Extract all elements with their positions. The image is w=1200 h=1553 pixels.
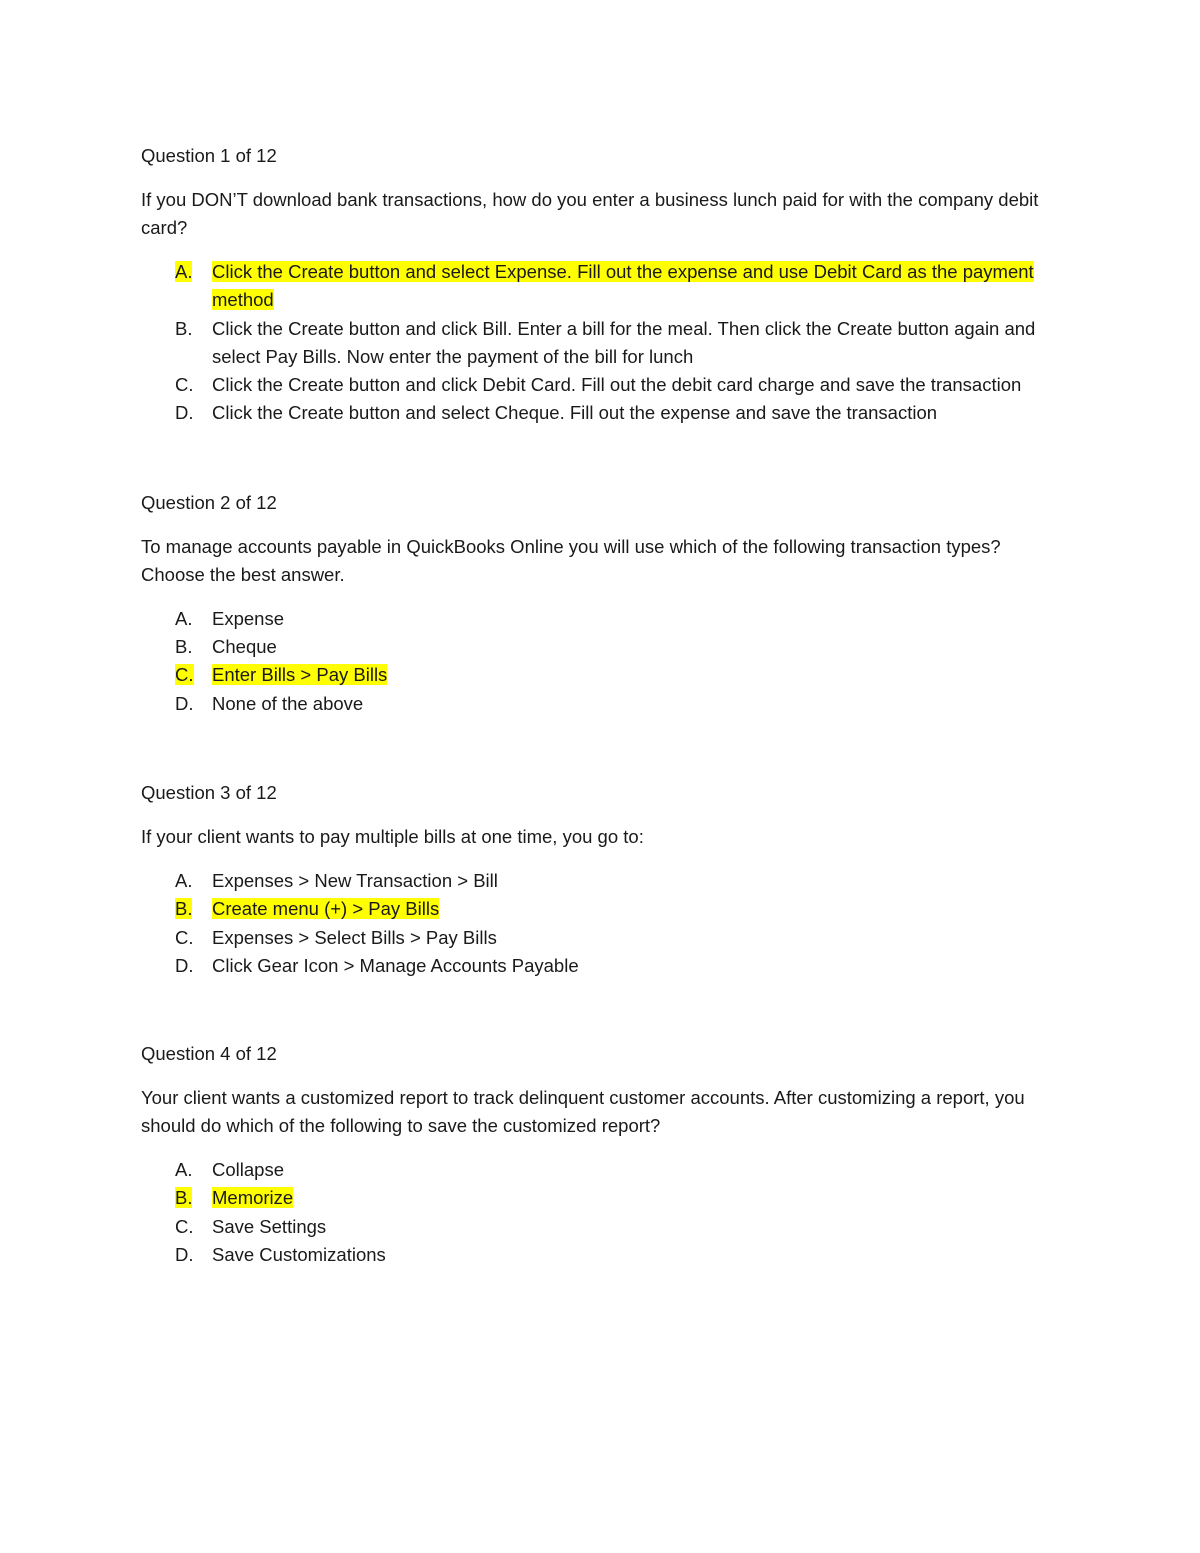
option-letter: B. — [175, 898, 193, 920]
option-a — [141, 258, 1060, 315]
question-text: If you DON’T download bank transactions, how do you enter a business lunch paid for with the company debit card? — [141, 189, 1039, 238]
option-text: Collapse — [212, 1159, 284, 1181]
option-c — [141, 371, 1060, 399]
option-text: Expenses > New Transaction > Bill — [212, 869, 498, 891]
option-c — [141, 924, 1060, 952]
option-letter: B. — [175, 636, 193, 658]
question-text: If your client wants to pay multiple bills at one time, you go to: — [141, 825, 644, 847]
option-b — [141, 1184, 1060, 1212]
option-letter: D. — [175, 692, 194, 714]
option-c — [141, 1213, 1060, 1241]
option-letter: D. — [175, 402, 194, 424]
question-2 — [141, 489, 1060, 718]
option-a — [141, 867, 1060, 895]
option-a — [141, 605, 1060, 633]
question-text: Your client wants a customized report to track delinquent customer accounts. After customizing a report, you should do which of the following to save the customized report? — [141, 1087, 1025, 1137]
option-text: Enter Bills > Pay Bills — [212, 664, 388, 686]
option-text: Save Customizations — [212, 1244, 386, 1266]
option-d — [141, 690, 1060, 718]
question-heading: Question 4 of 12 — [141, 1043, 277, 1065]
option-text: Create menu (+) > Pay Bills — [212, 898, 440, 920]
option-text: Expenses > Select Bills > Pay Bills — [212, 926, 497, 948]
option-a — [141, 1156, 1060, 1184]
question-text: To manage accounts payable in QuickBooks Online you will use which of the following transaction types? Choose the best answer. — [141, 535, 1001, 585]
answer-options — [141, 867, 1060, 980]
option-letter: C. — [175, 374, 194, 396]
question-3 — [141, 779, 1060, 980]
option-text: Click the Create button and select Expense. Fill out the expense and use Debit Card as the payment method — [212, 261, 1034, 311]
answer-options — [141, 258, 1060, 428]
option-d — [141, 952, 1060, 980]
answer-options — [141, 605, 1060, 718]
question-1 — [141, 142, 1060, 428]
answer-options — [141, 1156, 1060, 1269]
option-letter: C. — [175, 926, 194, 948]
option-letter: C. — [175, 664, 194, 686]
option-letter: B. — [175, 317, 193, 339]
option-letter: D. — [175, 954, 194, 976]
option-text: Click the Create button and click Debit Card. Fill out the debit card charge and save the transaction — [212, 374, 1022, 396]
option-b — [141, 633, 1060, 661]
question-4 — [141, 1040, 1060, 1269]
option-letter: A. — [175, 869, 193, 891]
option-text: Save Settings — [212, 1215, 327, 1237]
option-letter: A. — [175, 261, 193, 282]
question-heading: Question 3 of 12 — [141, 781, 277, 803]
option-letter: A. — [175, 1159, 193, 1181]
option-d — [141, 399, 1060, 427]
option-text: Click Gear Icon > Manage Accounts Payable — [212, 954, 579, 976]
option-letter: C. — [175, 1215, 194, 1237]
option-letter: D. — [175, 1244, 194, 1266]
question-heading: Question 1 of 12 — [141, 145, 277, 166]
option-text: Memorize — [212, 1187, 294, 1209]
option-c — [141, 661, 1060, 689]
option-letter: A. — [175, 607, 193, 629]
option-letter: B. — [175, 1187, 193, 1209]
option-text: Expense — [212, 607, 284, 629]
option-text: Cheque — [212, 636, 277, 658]
option-d — [141, 1241, 1060, 1269]
option-b — [141, 895, 1060, 923]
option-text: Click the Create button and click Bill. Enter a bill for the meal. Then click the Create button again and select Pay Bills. Now enter the payment of the bill for lunch — [212, 317, 1036, 367]
question-heading: Question 2 of 12 — [141, 491, 277, 513]
option-text: None of the above — [212, 692, 364, 714]
option-b — [141, 315, 1060, 372]
option-text: Click the Create button and select Cheque. Fill out the expense and save the transaction — [212, 402, 938, 424]
